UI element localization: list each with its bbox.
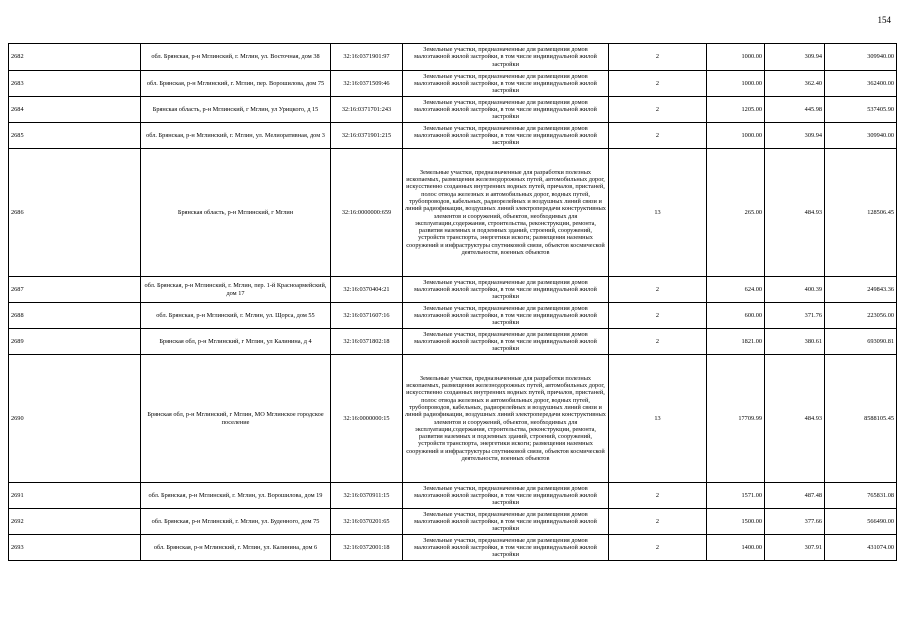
cadastral-number-cell: 32:16:0371509:46 (331, 71, 403, 97)
land-use-cell: Земельные участки, предназначенные для размещения домов малоэтажной жилой застройки, в том числе индивидуальной жилой застройки (403, 303, 609, 329)
row-number: 2682 (9, 44, 141, 71)
cadastral-number-cell: 32:16:0371607:16 (331, 303, 403, 329)
specific-value-cell: 400.39 (765, 277, 825, 303)
cadastral-number-cell: 32:16:0371701:243 (331, 97, 403, 123)
address-cell: обл. Брянская, р-н Мглинский, г. Мглин, ул. Ворошилова, дом 19 (141, 483, 331, 509)
cadastral-number-cell: 32:16:0371901:215 (331, 123, 403, 149)
land-use-cell: Земельные участки, предназначенные для разработки полезных ископаемых, размещения железнодорожных путей, автомобильных дорог, искусственно созданных внутренних водных путей, причалов, пристаней, полос отвода железных и автомобильных дорог, водных путей, трубопроводов, кабельных, радиорелейных и воздушных линий связи и линий радиофикации, воздушных линий электропередачи конструктивных элементов и сооружений, объектов, необходимых для эксплуатации,содержания, строительства, реконструкции, ремонта, развития наземных и подземных зданий, строений, сооружений, устройств транспорта, энергетики искоги; размещения наземных сооружений и инфраструктуры спутниковой связи, объектов космической деятельности, военных объектов (403, 149, 609, 277)
land-use-cell: Земельные участки, предназначенные для размещения домов малоэтажной жилой застройки, в том числе индивидуальной жилой застройки (403, 509, 609, 535)
land-use-cell: Земельные участки, предназначенные для размещения домов малоэтажной жилой застройки, в том числе индивидуальной жилой застройки (403, 483, 609, 509)
group-number-cell: 13 (609, 355, 707, 483)
area-cell: 1571.00 (707, 483, 765, 509)
area-cell: 1205.00 (707, 97, 765, 123)
address-cell: обл. Брянская, р-н Мглинский, г. Мглин, ул. Щорса, дом 55 (141, 303, 331, 329)
land-use-cell: Земельные участки, предназначенные для размещения домов малоэтажной жилой застройки, в том числе индивидуальной жилой застройки (403, 123, 609, 149)
area-cell: 1000.00 (707, 123, 765, 149)
table-row (9, 535, 897, 561)
address-cell: Брянская область, р-н Мглинский, г Мглин, ул Урицкого, д 15 (141, 97, 331, 123)
table-row (9, 277, 897, 303)
area-cell: 1400.00 (707, 535, 765, 561)
table-body (9, 44, 897, 561)
address-cell: Брянская область, р-н Мглинский, г Мглин (141, 149, 331, 277)
area-cell: 265.00 (707, 149, 765, 277)
specific-value-cell: 380.61 (765, 329, 825, 355)
land-use-cell: Земельные участки, предназначенные для разработки полезных ископаемых, размещения железнодорожных путей, автомобильных дорог, искусственно созданных внутренних водных путей, причалов, пристаней, полос отвода железных и автомобильных дорог, водных путей, трубопроводов, кабельных, радиорелейных и воздушных линий связи и линий радиофикации, воздушных линий электропередачи конструктивных элементов и сооружений, объектов, необходимых для эксплуатации,содержания, строительства, реконструкции, ремонта, развития наземных и подземных зданий, строений, сооружений, устройств транспорта, энергетики искоги; размещения наземных сооружений и инфраструктуры спутниковой связи, объектов космической деятельности, военных объектов (403, 355, 609, 483)
row-number: 2687 (9, 277, 141, 303)
table-row (9, 303, 897, 329)
table-row (9, 149, 897, 277)
group-number-cell: 2 (609, 535, 707, 561)
cadastral-number-cell: 32:16:0370201:65 (331, 509, 403, 535)
row-number: 2685 (9, 123, 141, 149)
specific-value-cell: 377.66 (765, 509, 825, 535)
cadastral-value-cell: 566490.00 (825, 509, 897, 535)
specific-value-cell: 309.94 (765, 123, 825, 149)
group-number-cell: 2 (609, 71, 707, 97)
cadastral-value-cell: 537405.90 (825, 97, 897, 123)
address-cell: обл. Брянская, р-н Мглинский, г. Мглин, ул. Калинина, дом 6 (141, 535, 331, 561)
specific-value-cell: 484.93 (765, 149, 825, 277)
area-cell: 1000.00 (707, 71, 765, 97)
cadastral-number-cell: 32:16:0370404:21 (331, 277, 403, 303)
specific-value-cell: 309.94 (765, 44, 825, 71)
specific-value-cell: 362.40 (765, 71, 825, 97)
address-cell: Брянская обл, р-н Мглинский, г Мглин, ул Калинина, д 4 (141, 329, 331, 355)
group-number-cell: 2 (609, 277, 707, 303)
group-number-cell: 13 (609, 149, 707, 277)
address-cell: обл. Брянская, р-н Мглинский, г. Мглин, ул. Восточная, дом 38 (141, 44, 331, 71)
cadastral-number-cell: 32:16:0000000:15 (331, 355, 403, 483)
cadastral-number-cell: 32:16:0370911:15 (331, 483, 403, 509)
cadastral-value-cell: 362400.00 (825, 71, 897, 97)
land-use-cell: Земельные участки, предназначенные для размещения домов малоэтажной жилой застройки, в том числе индивидуальной жилой застройки (403, 329, 609, 355)
row-number: 2683 (9, 71, 141, 97)
table-row (9, 97, 897, 123)
cadastral-value-cell: 8588105.45 (825, 355, 897, 483)
row-number: 2689 (9, 329, 141, 355)
row-number: 2688 (9, 303, 141, 329)
specific-value-cell: 484.93 (765, 355, 825, 483)
group-number-cell: 2 (609, 123, 707, 149)
area-cell: 17709.99 (707, 355, 765, 483)
group-number-cell: 2 (609, 303, 707, 329)
cadastral-value-cell: 765831.08 (825, 483, 897, 509)
table-row (9, 355, 897, 483)
area-cell: 1821.00 (707, 329, 765, 355)
cadastral-value-cell: 128506.45 (825, 149, 897, 277)
table-row (9, 483, 897, 509)
area-cell: 600.00 (707, 303, 765, 329)
cadastral-number-cell: 32:16:0371901:97 (331, 44, 403, 71)
land-use-cell: Земельные участки, предназначенные для размещения домов малоэтажной жилой застройки, в том числе индивидуальной жилой застройки (403, 44, 609, 71)
cadastral-value-cell: 693090.81 (825, 329, 897, 355)
address-cell: обл. Брянская, р-н Мглинский, г. Мглин, ул. Мелиоративная, дом 3 (141, 123, 331, 149)
cadastral-value-cell: 431074.00 (825, 535, 897, 561)
group-number-cell: 2 (609, 483, 707, 509)
table-row (9, 329, 897, 355)
page-number: 154 (877, 15, 891, 25)
land-use-cell: Земельные участки, предназначенные для размещения домов малоэтажной жилой застройки, в том числе индивидуальной жилой застройки (403, 71, 609, 97)
area-cell: 1000.00 (707, 44, 765, 71)
land-use-cell: Земельные участки, предназначенные для размещения домов малоэтажной жилой застройки, в том числе индивидуальной жилой застройки (403, 97, 609, 123)
cadastral-number-cell: 32:16:0371802:18 (331, 329, 403, 355)
specific-value-cell: 371.76 (765, 303, 825, 329)
cadastral-value-cell: 309940.00 (825, 123, 897, 149)
row-number: 2691 (9, 483, 141, 509)
area-cell: 624.00 (707, 277, 765, 303)
address-cell: обл. Брянская, р-н Мглинский, г. Мглин, пер. Ворошилова, дом 75 (141, 71, 331, 97)
row-number: 2690 (9, 355, 141, 483)
group-number-cell: 2 (609, 509, 707, 535)
address-cell: Брянская обл, р-н Мглинский, г Мглин, МО Мглинское городское поселение (141, 355, 331, 483)
specific-value-cell: 487.48 (765, 483, 825, 509)
table-row (9, 44, 897, 71)
cadastral-value-cell: 309940.00 (825, 44, 897, 71)
cadastral-value-cell: 223056.00 (825, 303, 897, 329)
group-number-cell: 2 (609, 44, 707, 71)
row-number: 2692 (9, 509, 141, 535)
specific-value-cell: 445.98 (765, 97, 825, 123)
cadastral-value-table (8, 43, 897, 561)
group-number-cell: 2 (609, 97, 707, 123)
table-row (9, 123, 897, 149)
table-row (9, 71, 897, 97)
area-cell: 1500.00 (707, 509, 765, 535)
land-use-cell: Земельные участки, предназначенные для размещения домов малоэтажной жилой застройки, в том числе индивидуальной жилой застройки (403, 535, 609, 561)
row-number: 2693 (9, 535, 141, 561)
address-cell: обл. Брянская, р-н Мглинский, г. Мглин, пер. 1-й Красноармейский, дом 17 (141, 277, 331, 303)
land-use-cell: Земельные участки, предназначенные для размещения домов малоэтажной жилой застройки, в том числе индивидуальной жилой застройки (403, 277, 609, 303)
row-number: 2684 (9, 97, 141, 123)
address-cell: обл. Брянская, р-н Мглинский, г. Мглин, ул. Буденного, дом 75 (141, 509, 331, 535)
cadastral-value-cell: 249843.36 (825, 277, 897, 303)
group-number-cell: 2 (609, 329, 707, 355)
cadastral-number-cell: 32:16:0372001:18 (331, 535, 403, 561)
row-number: 2686 (9, 149, 141, 277)
table-row (9, 509, 897, 535)
cadastral-number-cell: 32:16:0000000:659 (331, 149, 403, 277)
specific-value-cell: 307.91 (765, 535, 825, 561)
